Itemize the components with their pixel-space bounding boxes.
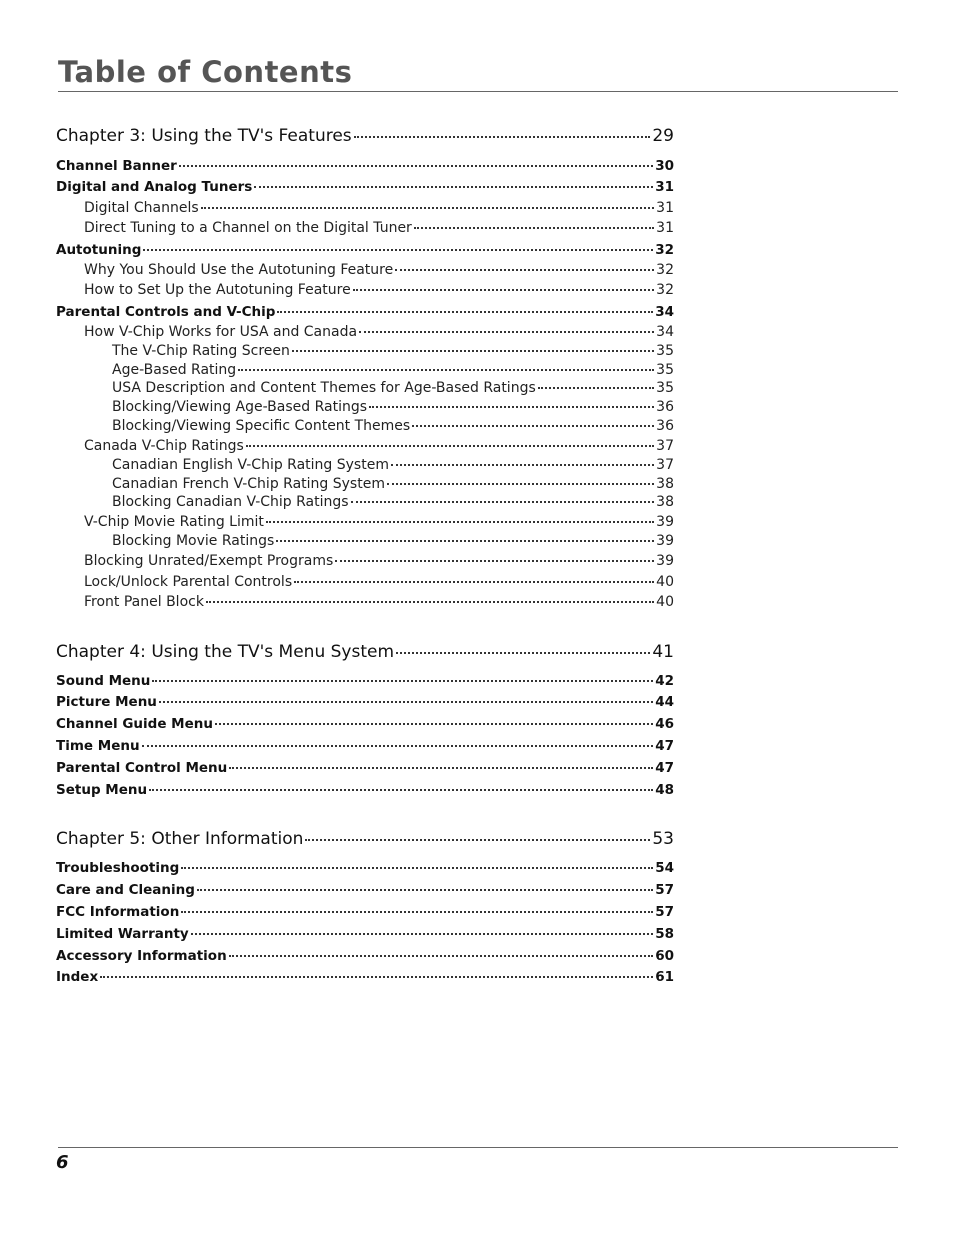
toc-entry-page: 37 (656, 457, 674, 473)
toc-entry-label: Canadian French V-Chip Rating System (112, 476, 385, 492)
toc-entry-page: 36 (656, 418, 674, 434)
dot-leader (395, 269, 654, 271)
toc-entry-label: Autotuning (56, 242, 142, 258)
toc-entry-digital-and-analog-tuners (56, 179, 674, 195)
toc-entry-label: Picture Menu (56, 694, 157, 710)
toc-entry-label: Blocking Movie Ratings (112, 533, 275, 549)
toc-entry-label: The V-Chip Rating Screen (112, 343, 290, 359)
toc-entry-canadian-french-v-chip-rating-system (56, 476, 674, 492)
toc-entry-label: Time Menu (56, 738, 140, 754)
toc-entry-label: Chapter 4: Using the TV's Menu System (56, 642, 395, 662)
dot-leader (277, 311, 653, 313)
toc-entry-page: 41 (652, 642, 674, 662)
dot-leader (100, 976, 653, 978)
toc-entry-label: Care and Cleaning (56, 882, 195, 898)
toc-entry-canada-v-chip-ratings (56, 438, 674, 454)
toc-entry-label: Direct Tuning to a Channel on the Digital Tuner (84, 220, 412, 236)
toc-entry-sound-menu (56, 673, 674, 689)
toc-entry-usa-description-and-content-themes-for-age-based-ratings (56, 380, 674, 396)
toc-entry-label: Canadian English V-Chip Rating System (112, 457, 389, 473)
toc-entry-age-based-rating (56, 362, 674, 378)
toc-entry-page: 32 (655, 242, 674, 258)
toc-entry-page: 60 (655, 948, 674, 964)
toc-entry-label: Parental Control Menu (56, 760, 228, 776)
toc-entry-page: 46 (655, 716, 674, 732)
dot-leader (292, 350, 654, 352)
dot-leader (246, 445, 654, 447)
toc-entry-page: 61 (655, 969, 674, 985)
toc-entry-page: 40 (656, 574, 674, 590)
toc-entry-page: 34 (655, 304, 674, 320)
toc-entry-page: 38 (656, 476, 674, 492)
toc-entry-blocking-viewing-age-based-ratings (56, 399, 674, 415)
toc-entry-page: 36 (656, 399, 674, 415)
toc-entry-label: Channel Guide Menu (56, 716, 213, 732)
dot-leader (215, 723, 653, 725)
toc-entry-page: 30 (655, 158, 674, 174)
toc-entry-how-v-chip-works-for-usa-and-canada (56, 324, 674, 340)
dot-leader (353, 289, 654, 291)
toc-entry-how-to-set-up-the-autotuning-feature (56, 282, 674, 298)
toc-entry-why-you-should-use-the-autotuning-feature (56, 262, 674, 278)
toc-entry-label: Accessory Information (56, 948, 227, 964)
toc-entry-direct-tuning-to-a-channel-on-the-digital-tuner (56, 220, 674, 236)
dot-leader (238, 369, 654, 371)
dot-leader (354, 136, 651, 138)
toc-entry-label: Sound Menu (56, 673, 151, 689)
toc-entry-label: Age-Based Rating (112, 362, 237, 378)
toc-entry-page: 39 (656, 553, 674, 569)
toc-entry-page: 35 (656, 343, 674, 359)
toc-entry-page: 42 (655, 673, 674, 689)
dot-leader (142, 745, 654, 747)
toc-entry-canadian-english-v-chip-rating-system (56, 457, 674, 473)
toc-entry-label: Blocking Canadian V-Chip Ratings (112, 494, 349, 510)
dot-leader (335, 560, 654, 562)
toc-entry-blocking-movie-ratings (56, 533, 674, 549)
dot-leader (391, 464, 654, 466)
toc-entry-label: Index (56, 969, 99, 985)
toc-chapter-chapter-5-other-information (56, 829, 674, 849)
dot-leader (414, 227, 654, 229)
toc-chapter-chapter-4-using-the-tv-s-menu-system (56, 642, 674, 662)
toc-entry-page: 57 (655, 882, 674, 898)
dot-leader (369, 406, 654, 408)
page-number: 6 (56, 1152, 69, 1173)
toc-entry-page: 54 (655, 860, 674, 876)
page-title: Table of Contents (58, 55, 353, 89)
toc-entry-index (56, 969, 674, 985)
toc-entry-channel-banner (56, 158, 674, 174)
toc-entry-label: Limited Warranty (56, 926, 189, 942)
toc-entry-label: Digital and Analog Tuners (56, 179, 253, 195)
dot-leader (276, 540, 654, 542)
toc-entry-picture-menu (56, 694, 674, 710)
toc-entry-fcc-information (56, 904, 674, 920)
toc-entry-page: 44 (655, 694, 674, 710)
toc-entry-label: V-Chip Movie Rating Limit (84, 514, 264, 530)
dot-leader (159, 701, 653, 703)
toc-entry-lock-unlock-parental-controls (56, 574, 674, 590)
toc-entry-label: Setup Menu (56, 782, 148, 798)
toc-entry-troubleshooting (56, 860, 674, 876)
toc-entry-label: Chapter 3: Using the TV's Features (56, 126, 352, 146)
toc-entry-autotuning (56, 242, 674, 258)
toc-entry-channel-guide-menu (56, 716, 674, 732)
toc-entry-label: Parental Controls and V-Chip (56, 304, 276, 320)
dot-leader (229, 767, 653, 769)
dot-leader (206, 601, 654, 603)
toc-entry-parental-controls-and-v-chip (56, 304, 674, 320)
toc-entry-page: 38 (656, 494, 674, 510)
toc-entry-label: Lock/Unlock Parental Controls (84, 574, 293, 590)
toc-entry-label: Troubleshooting (56, 860, 180, 876)
toc-entry-blocking-unrated-exempt-programs (56, 553, 674, 569)
toc-entry-time-menu (56, 738, 674, 754)
toc-entry-label: Blocking/Viewing Age-Based Ratings (112, 399, 368, 415)
toc-entry-label: Canada V-Chip Ratings (84, 438, 244, 454)
toc-entry-page: 35 (656, 362, 674, 378)
toc-entry-label: Chapter 5: Other Information (56, 829, 304, 849)
dot-leader (359, 331, 654, 333)
toc-entry-page: 35 (656, 380, 674, 396)
toc-entry-setup-menu (56, 782, 674, 798)
dot-leader (266, 521, 654, 523)
toc-entry-label: Digital Channels (84, 200, 199, 216)
footer-divider (58, 1147, 898, 1148)
toc-entry-page: 39 (656, 533, 674, 549)
toc-entry-label: Blocking/Viewing Specific Content Themes (112, 418, 411, 434)
toc-entry-accessory-information (56, 948, 674, 964)
dot-leader (181, 911, 653, 913)
toc-entry-page: 58 (655, 926, 674, 942)
toc-entry-page: 29 (652, 126, 674, 146)
toc-entry-page: 31 (656, 200, 674, 216)
toc-entry-page: 40 (656, 594, 674, 610)
toc-entry-label: USA Description and Content Themes for Age-Based Ratings (112, 380, 536, 396)
dot-leader (181, 867, 653, 869)
toc-entry-page: 39 (656, 514, 674, 530)
dot-leader (143, 249, 653, 251)
toc-entry-label: Blocking Unrated/Exempt Programs (84, 553, 334, 569)
title-divider (58, 91, 898, 92)
dot-leader (351, 501, 655, 503)
toc-entry-digital-channels (56, 200, 674, 216)
toc-entry-blocking-canadian-v-chip-ratings (56, 494, 674, 510)
dot-leader (387, 483, 654, 485)
dot-leader (396, 652, 650, 654)
toc-entry-label: Front Panel Block (84, 594, 204, 610)
toc-entry-label: FCC Information (56, 904, 180, 920)
toc-entry-page: 34 (656, 324, 674, 340)
dot-leader (229, 955, 654, 957)
dot-leader (179, 165, 653, 167)
toc-entry-page: 57 (655, 904, 674, 920)
toc-entry-the-v-chip-rating-screen (56, 343, 674, 359)
toc-entry-parental-control-menu (56, 760, 674, 776)
toc-entry-page: 32 (656, 282, 674, 298)
toc-entry-limited-warranty (56, 926, 674, 942)
toc-entry-care-and-cleaning (56, 882, 674, 898)
toc-entry-label: How V-Chip Works for USA and Canada (84, 324, 358, 340)
dot-leader (149, 789, 653, 791)
toc-chapter-chapter-3-using-the-tv-s-features (56, 126, 674, 146)
toc-entry-page: 37 (656, 438, 674, 454)
dot-leader (201, 207, 655, 209)
dot-leader (191, 933, 653, 935)
toc-entry-page: 31 (655, 179, 674, 195)
toc-entry-page: 48 (655, 782, 674, 798)
dot-leader (152, 680, 653, 682)
dot-leader (412, 425, 654, 427)
toc-entry-v-chip-movie-rating-limit (56, 514, 674, 530)
toc-entry-page: 47 (655, 760, 674, 776)
toc-entry-page: 47 (655, 738, 674, 754)
toc-entry-label: How to Set Up the Autotuning Feature (84, 282, 351, 298)
toc-entry-blocking-viewing-specific-content-themes (56, 418, 674, 434)
toc-entry-page: 32 (656, 262, 674, 278)
toc-entry-label: Channel Banner (56, 158, 177, 174)
dot-leader (294, 581, 654, 583)
dot-leader (538, 387, 654, 389)
dot-leader (197, 889, 653, 891)
toc-entry-label: Why You Should Use the Autotuning Feature (84, 262, 394, 278)
toc-entry-front-panel-block (56, 594, 674, 610)
dot-leader (305, 839, 650, 841)
toc-entry-page: 53 (652, 829, 674, 849)
dot-leader (254, 186, 653, 188)
toc-entry-page: 31 (656, 220, 674, 236)
